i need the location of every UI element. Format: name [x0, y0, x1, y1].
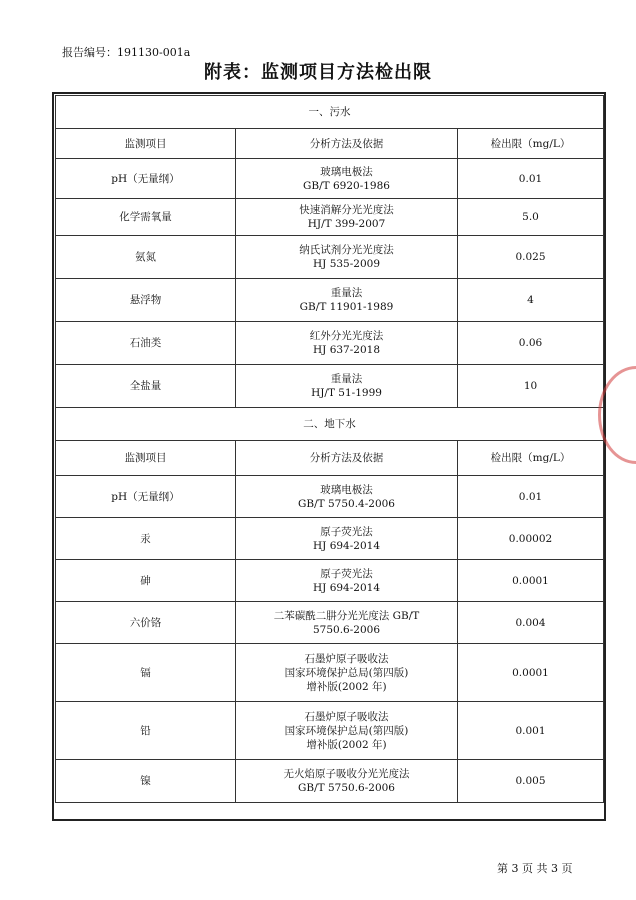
method-line: 国家环境保护总局(第四版)	[284, 666, 409, 679]
table-row	[56, 702, 604, 760]
method-line: 原子荧光法	[320, 567, 373, 580]
detection-limit: 0.001	[458, 702, 604, 760]
detection-limit: 0.01	[458, 476, 604, 518]
analysis-method	[236, 199, 458, 236]
table-row	[56, 236, 604, 279]
page-title: 附表：监测项目方法检出限	[204, 62, 432, 83]
method-line: GB/T 5750.4-2006	[298, 497, 395, 510]
detection-limit: 0.004	[458, 602, 604, 644]
analysis-method	[236, 365, 458, 408]
detection-limit: 0.01	[458, 159, 604, 199]
method-line: HJ/T 399-2007	[307, 218, 386, 230]
section-title-row	[56, 408, 604, 441]
monitoring-item: 氨氮	[56, 236, 236, 279]
table-row	[56, 322, 604, 365]
method-line: 原子荧光法	[320, 525, 373, 538]
monitoring-item: 镍	[56, 760, 236, 803]
section-title: 一、污水	[56, 96, 604, 129]
monitoring-item: 汞	[56, 518, 236, 560]
method-line: GB/T 6920-1986	[303, 179, 390, 192]
analysis-method	[236, 560, 458, 602]
report-number: 报告编号：191130-001a	[62, 46, 191, 59]
detection-limit: 0.06	[458, 322, 604, 365]
method-line: 增补版(2002 年)	[306, 680, 387, 693]
method-line: 增补版(2002 年)	[306, 738, 387, 751]
detection-limit: 0.025	[458, 236, 604, 279]
monitoring-item: 砷	[56, 560, 236, 602]
table-row	[56, 518, 604, 560]
method-line: 纳氏试剂分光光度法	[299, 244, 394, 256]
method-line: GB/T 11901-1989	[299, 301, 394, 313]
section-title-row	[56, 96, 604, 129]
method-line: HJ 694-2014	[312, 581, 380, 594]
analysis-method	[236, 279, 458, 322]
column-header-method: 分析方法及依据	[236, 441, 458, 476]
table-row	[56, 199, 604, 236]
analysis-method	[236, 518, 458, 560]
method-line: 二苯碳酰二肼分光光度法 GB/T	[273, 609, 420, 622]
monitoring-item: 镉	[56, 644, 236, 702]
method-line: 红外分光光度法	[309, 330, 384, 342]
method-line: 无火焰原子吸收分光光度法	[283, 768, 410, 780]
monitoring-item: 石油类	[56, 322, 236, 365]
analysis-method	[236, 644, 458, 702]
method-line: 国家环境保护总局(第四版)	[284, 724, 409, 737]
detection-limit: 0.00002	[458, 518, 604, 560]
method-line: 重量法	[330, 287, 363, 299]
table-row	[56, 602, 604, 644]
method-line: 石墨炉原子吸收法	[304, 710, 389, 723]
column-header-limit: 检出限（mg/L）	[458, 441, 604, 476]
analysis-method	[236, 702, 458, 760]
table-row	[56, 159, 604, 199]
monitoring-item: 全盐量	[56, 365, 236, 408]
analysis-method	[236, 760, 458, 803]
method-line: GB/T 5750.6-2006	[298, 782, 395, 794]
detection-limit: 0.005	[458, 760, 604, 803]
method-line: 重量法	[330, 373, 363, 385]
monitoring-item: 六价铬	[56, 602, 236, 644]
monitoring-item: 铅	[56, 702, 236, 760]
page-number: 第 3 页 共 3 页	[497, 862, 573, 875]
detection-limit: 5.0	[458, 199, 604, 236]
analysis-method	[236, 322, 458, 365]
method-line: 玻璃电极法	[320, 165, 373, 178]
column-header-row	[56, 441, 604, 476]
method-line: HJ 637-2018	[312, 344, 380, 356]
method-line: 玻璃电极法	[320, 483, 373, 496]
column-header-method: 分析方法及依据	[236, 129, 458, 159]
detection-limit: 0.0001	[458, 560, 604, 602]
section-title: 二、地下水	[56, 408, 604, 441]
column-header-limit: 检出限（mg/L）	[458, 129, 604, 159]
analysis-method	[236, 602, 458, 644]
detection-limit-table	[55, 95, 604, 803]
table-row	[56, 760, 604, 803]
method-line: HJ/T 51-1999	[311, 387, 382, 399]
column-header-item: 监测项目	[56, 129, 236, 159]
detection-limit: 4	[458, 279, 604, 322]
method-line: HJ 694-2014	[312, 539, 380, 552]
table-row	[56, 365, 604, 408]
method-line: HJ 535-2009	[312, 258, 380, 270]
method-line: 石墨炉原子吸收法	[304, 652, 389, 665]
monitoring-item: pH（无量纲）	[56, 476, 236, 518]
table-row	[56, 476, 604, 518]
analysis-method	[236, 236, 458, 279]
table-row	[56, 644, 604, 702]
detection-limit: 10	[458, 365, 604, 408]
table-row	[56, 560, 604, 602]
monitoring-item: pH（无量纲）	[56, 159, 236, 199]
monitoring-item: 悬浮物	[56, 279, 236, 322]
column-header-row	[56, 129, 604, 159]
method-line: 快速消解分光光度法	[299, 204, 394, 216]
method-line: 5750.6-2006	[312, 623, 380, 636]
detection-limit: 0.0001	[458, 644, 604, 702]
column-header-item: 监测项目	[56, 441, 236, 476]
table-row	[56, 279, 604, 322]
analysis-method	[236, 159, 458, 199]
monitoring-item: 化学需氧量	[56, 199, 236, 236]
analysis-method	[236, 476, 458, 518]
